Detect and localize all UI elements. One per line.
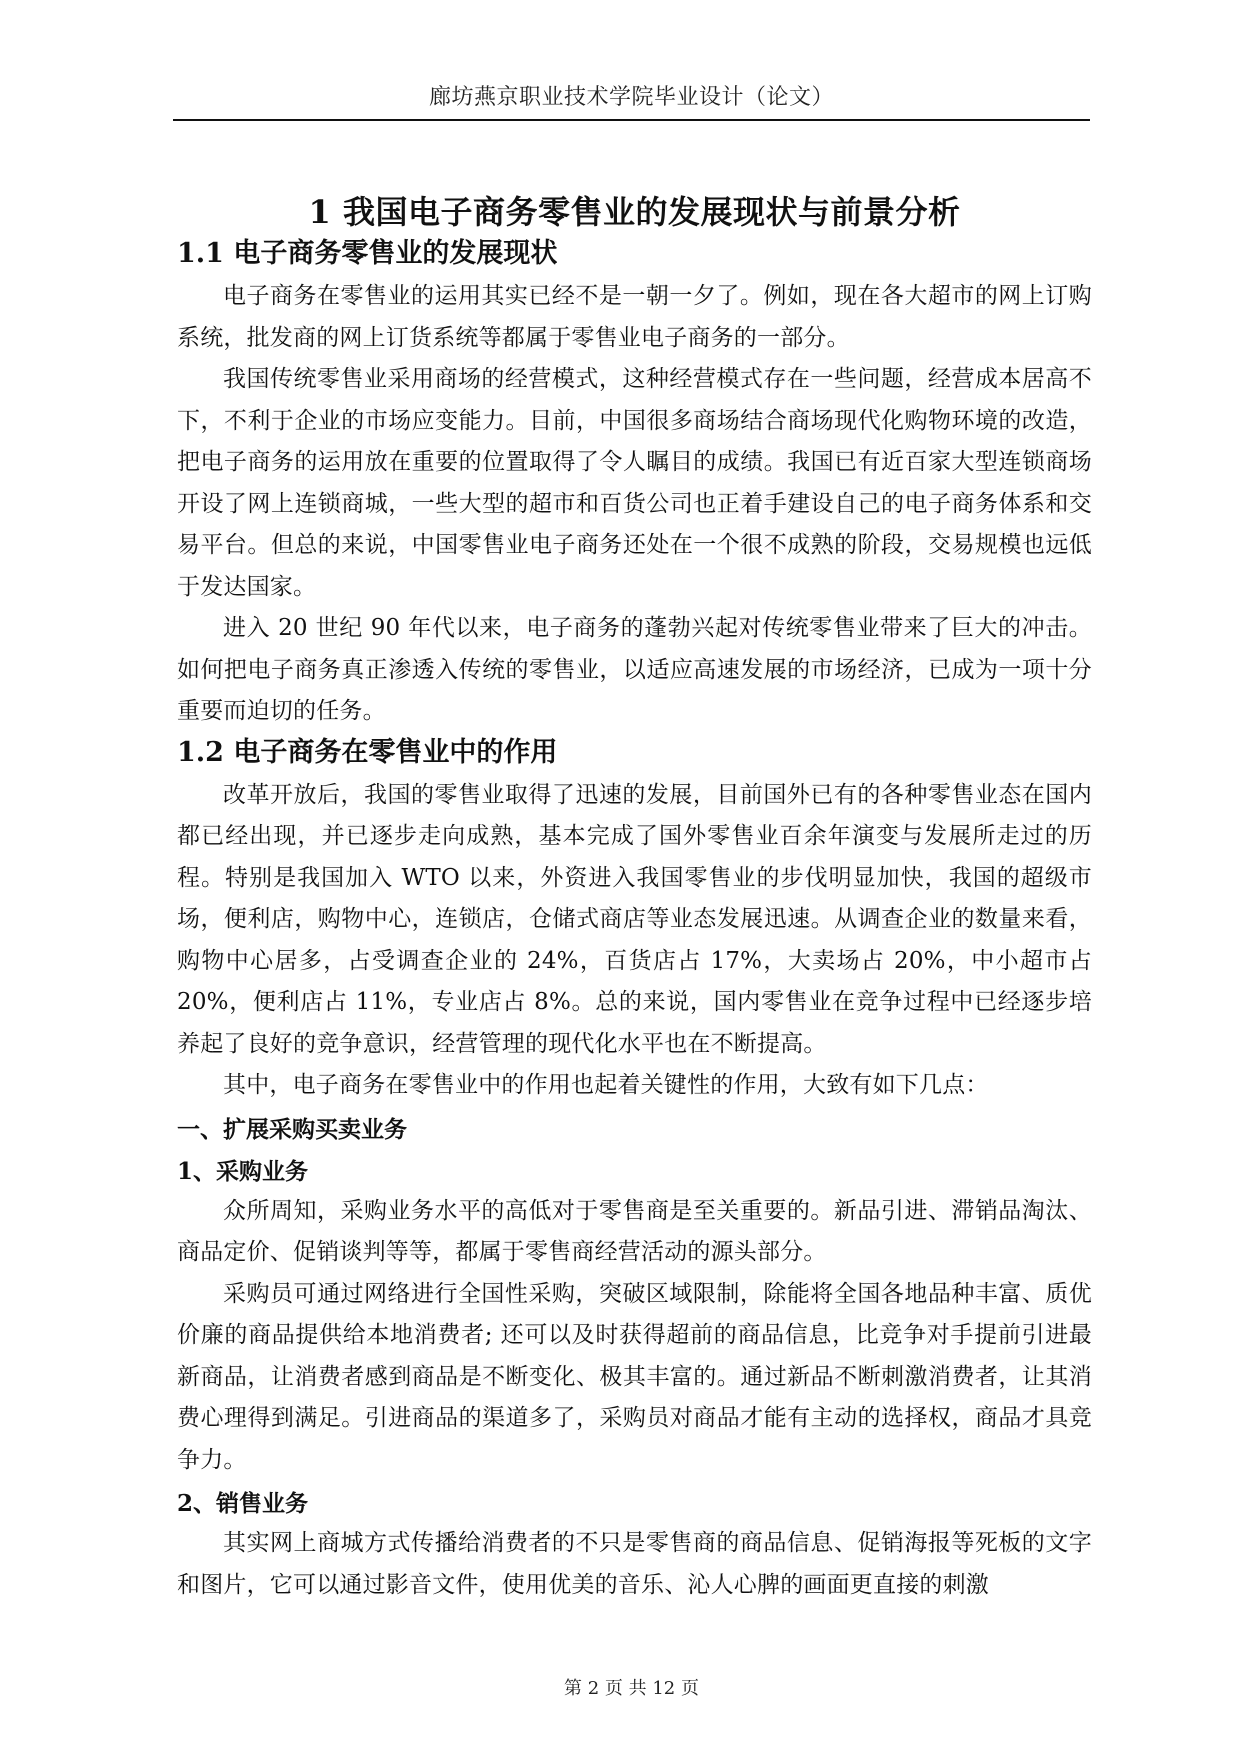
page-number: 第 2 页 共 12 页 xyxy=(564,1678,699,1699)
subsection-title-sales: 2、销售业务 xyxy=(177,1490,309,1517)
paragraph: 其中，电子商务在零售业中的作用也起着关键性的作用，大致有如下几点： xyxy=(223,1072,989,1098)
section-title-1-1: 1.1 电子商务零售业的发展现状 xyxy=(177,238,558,269)
paragraph: 进入 20 世纪 90 年代以来，电子商务的蓬勃兴起对传统零售业带来了巨大的冲击。如何把电子商务真正渗透入传统的零售业，以适应高速发展的市场经济，已成为一项十分重要而迫切的任务。 xyxy=(177,615,1092,724)
part-title-expand-business: 一、扩展采购买卖业务 xyxy=(177,1115,407,1143)
paragraph: 我国传统零售业采用商场的经营模式，这种经营模式存在一些问题，经营成本居高不下，不利于企业的市场应变能力。目前，中国很多商场结合商场现代化购物环境的改造，把电子商务的运用放在重要的位置取得了令人瞩目的成绩。我国已有近百家大型连锁商场开设了网上连锁商城，一些大型的超市和百货公司也正着手建设自己的电子商务体系和交易平台。但总的来说，中国零售业电子商务还处在一个很不成熟的阶段，交易规模也远低于发达国家。 xyxy=(177,366,1092,600)
paragraph: 众所周知，采购业务水平的高低对于零售商是至关重要的。新品引进、滞销品淘汰、商品定价、促销谈判等等，都属于零售商经营活动的源头部分。 xyxy=(177,1197,1092,1265)
paragraph: 采购员可通过网络进行全国性采购，突破区域限制，除能将全国各地品种丰富、质优价廉的商品提供给本地消费者; 还可以及时获得超前的商品信息，比竞争对手提前引进最新商品，让消费者感到商品是不断变化、极其丰富的。通过新品不断刺激消费者，让其消费心理得到满足。引进商品的渠道多了，采购员对商品才能有主动的选择权，商品才具竞争力。 xyxy=(177,1280,1092,1473)
header-divider xyxy=(173,119,1090,121)
paragraph: 电子商务在零售业的运用其实已经不是一朝一夕了。例如，现在各大超市的网上订购系统，批发商的网上订货系统等都属于零售业电子商务的一部分。 xyxy=(177,283,1092,351)
section-title-1-2: 1.2 电子商务在零售业中的作用 xyxy=(177,736,558,768)
document-body xyxy=(177,190,1092,1606)
paragraph: 改革开放后，我国的零售业取得了迅速的发展，目前国外已有的各种零售业态在国内都已经出现，并已逐步走向成熟，基本完成了国外零售业百余年演变与发展所走过的历程。特别是我国加入 WTO 以来，外资进入我国零售业的步伐明显加快，我国的超级市场，便利店，购物中心，连锁店，仓储式商店等业态发展迅速。从调查企业的数量来看，购物中心居多，占受调查企业的 24%，百货店占 17%，大卖场占 20%，中小超市占 20%，便利店占 11%，专业店占 8%。总的来说，国内零售业在竞争过程中已经逐步培养起了良好的竞争意识，经营管理的现代化水平也在不断提高。 xyxy=(177,781,1092,1057)
paragraph: 其实网上商城方式传播给消费者的不只是零售商的商品信息、促销海报等死板的文字和图片，它可以通过影音文件，使用优美的音乐、沁人心脾的画面更直接的刺激 xyxy=(177,1530,1092,1598)
subsection-title-purchasing: 1、采购业务 xyxy=(177,1157,309,1185)
page-header: 廊坊燕京职业技术学院毕业设计（论文） xyxy=(428,85,834,110)
chapter-title: 1 我国电子商务零售业的发展现状与前景分析 xyxy=(308,193,961,231)
